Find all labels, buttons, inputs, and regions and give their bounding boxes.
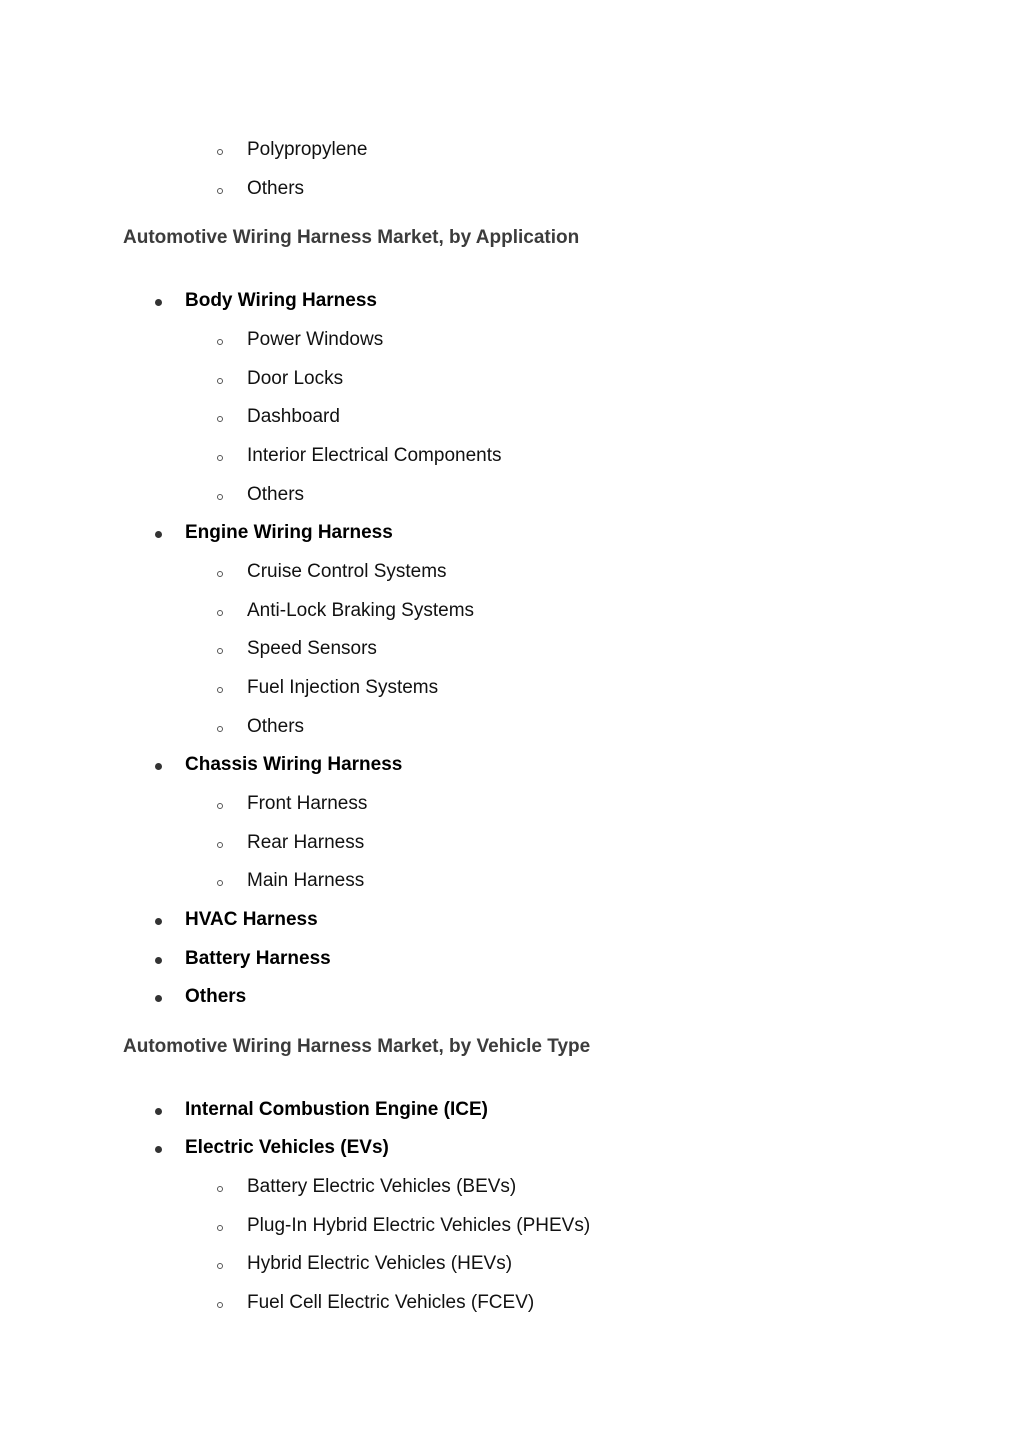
bullet-icon: [155, 1146, 162, 1153]
sub-bullet-icon: [217, 1302, 223, 1308]
list-item: HVAC Harness: [185, 909, 318, 930]
list-item: Electric Vehicles (EVs): [185, 1137, 389, 1158]
sub-bullet-icon: [217, 416, 223, 422]
bullet-icon: [155, 957, 162, 964]
list-item: Others: [247, 484, 305, 505]
sub-bullet-icon: [217, 378, 223, 384]
sub-bullet-icon: [217, 648, 223, 654]
list-item: Others: [185, 986, 247, 1007]
sub-bullet-icon: [217, 188, 223, 194]
list-item: Battery Electric Vehicles (BEVs): [247, 1176, 517, 1197]
bullet-icon: [155, 995, 162, 1002]
sub-bullet-icon: [217, 1225, 223, 1231]
sub-bullet-icon: [217, 571, 223, 577]
list-item: Interior Electrical Components: [247, 445, 502, 466]
sub-bullet-icon: [217, 149, 223, 155]
list-item: Plug-In Hybrid Electric Vehicles (PHEVs): [247, 1215, 591, 1236]
sub-bullet-icon: [217, 455, 223, 461]
sub-bullet-icon: [217, 880, 223, 886]
list-item: Fuel Cell Electric Vehicles (FCEV): [247, 1292, 535, 1313]
bullet-icon: [155, 763, 162, 770]
sub-bullet-icon: [217, 339, 223, 345]
list-item: Anti-Lock Braking Systems: [247, 600, 475, 621]
section-heading-vehicle-type: Automotive Wiring Harness Market, by Vehicle Type: [123, 1036, 591, 1057]
section-heading-application: Automotive Wiring Harness Market, by Application: [123, 227, 580, 248]
list-item: Body Wiring Harness: [185, 290, 377, 311]
list-item: Polypropylene: [247, 139, 368, 160]
sub-bullet-icon: [217, 803, 223, 809]
list-item: Speed Sensors: [247, 638, 377, 659]
list-item: Hybrid Electric Vehicles (HEVs): [247, 1253, 513, 1274]
list-item: Rear Harness: [247, 832, 365, 853]
list-item: Others: [247, 178, 305, 199]
list-item: Engine Wiring Harness: [185, 522, 393, 543]
bullet-icon: [155, 531, 162, 538]
list-item: Main Harness: [247, 870, 365, 891]
sub-bullet-icon: [217, 494, 223, 500]
list-item: Others: [247, 716, 305, 737]
sub-bullet-icon: [217, 842, 223, 848]
list-item: Internal Combustion Engine (ICE): [185, 1099, 488, 1120]
sub-bullet-icon: [217, 1263, 223, 1269]
list-item: Door Locks: [247, 368, 344, 389]
sub-bullet-icon: [217, 610, 223, 616]
sub-bullet-icon: [217, 687, 223, 693]
bullet-icon: [155, 918, 162, 925]
bullet-icon: [155, 299, 162, 306]
list-item: Power Windows: [247, 329, 384, 350]
list-item: Dashboard: [247, 406, 340, 427]
list-item: Chassis Wiring Harness: [185, 754, 403, 775]
list-item: Front Harness: [247, 793, 368, 814]
sub-bullet-icon: [217, 1186, 223, 1192]
sub-bullet-icon: [217, 726, 223, 732]
list-item: Fuel Injection Systems: [247, 677, 439, 698]
list-item: Cruise Control Systems: [247, 561, 447, 582]
list-item: Battery Harness: [185, 948, 331, 969]
bullet-icon: [155, 1108, 162, 1115]
